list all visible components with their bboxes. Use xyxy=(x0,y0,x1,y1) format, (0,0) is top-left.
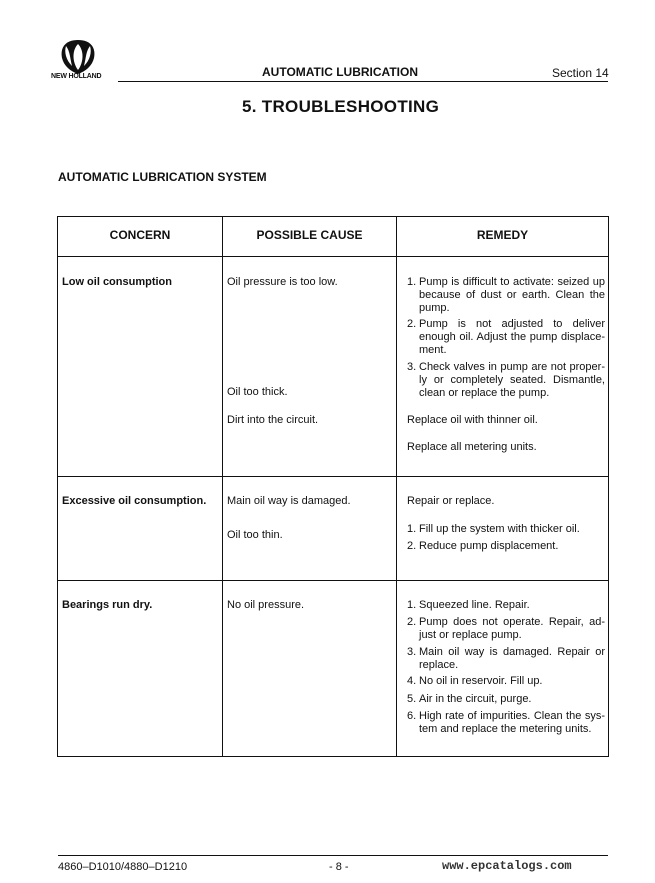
cause-text: Main oil way is damaged. xyxy=(227,495,351,507)
sub-heading: AUTOMATIC LUBRICATION SYSTEM xyxy=(58,170,267,184)
model-number: 4860–D1010/4880–D1210 xyxy=(58,861,188,873)
header-rule xyxy=(118,81,608,82)
table-row-rule xyxy=(57,476,609,477)
section-label: Section 14 xyxy=(552,66,609,80)
cause-text: Oil too thick. xyxy=(227,386,288,398)
remedy-number: 1. xyxy=(407,276,417,288)
concern-cell: Low oil consumption xyxy=(62,276,172,288)
remedy-text: Squeezed line. Repair. xyxy=(419,599,530,611)
footer-rule xyxy=(58,855,608,856)
remedy-number: 5. xyxy=(407,693,417,705)
cause-text: No oil pressure. xyxy=(227,599,305,611)
remedy-text: Fill up the system with thicker oil. xyxy=(419,523,580,535)
remedy-number: 3. xyxy=(407,646,417,658)
brand-name: NEW HOLLAND xyxy=(51,73,102,80)
remedy-note: Repair or replace. xyxy=(407,495,495,507)
table-header-rule xyxy=(57,256,609,257)
remedy-number: 6. xyxy=(407,710,417,722)
table-border-left xyxy=(57,216,58,757)
page-title: 5. TROUBLESHOOTING xyxy=(242,97,440,116)
remedy-number: 2. xyxy=(407,616,417,628)
watermark-url: www.epcatalogs.com xyxy=(442,859,572,873)
remedy-text: Pump is difficult to activate: seized up because of dust or earth. Clean the pump. xyxy=(419,276,605,314)
remedy-text: Check valves in pump are not proper-ly or completely seated. Dismantle, clean or replace the pump. xyxy=(419,361,605,399)
table-border-top xyxy=(57,216,609,217)
remedy-text: Air in the circuit, purge. xyxy=(419,693,532,705)
remedy-text: High rate of impurities. Clean the sys-tem and replace the metering units. xyxy=(419,710,605,735)
table-border-bottom xyxy=(57,756,609,757)
remedy-number: 2. xyxy=(407,540,417,552)
remedy-note: Replace oil with thinner oil. xyxy=(407,414,538,426)
remedy-text: Main oil way is damaged. Repair or replace. xyxy=(419,646,605,671)
cause-text: Oil too thin. xyxy=(227,529,283,541)
remedy-note: Replace all metering units. xyxy=(407,441,537,453)
cause-text: Oil pressure is too low. xyxy=(227,276,338,288)
remedy-number: 2. xyxy=(407,318,417,330)
remedy-text: No oil in reservoir. Fill up. xyxy=(419,675,543,687)
concern-cell: Excessive oil consumption. xyxy=(62,495,207,507)
remedy-number: 1. xyxy=(407,523,417,535)
remedy-number: 4. xyxy=(407,675,417,687)
concern-cell: Bearings run dry. xyxy=(62,599,153,611)
header-title: AUTOMATIC LUBRICATION xyxy=(262,65,418,79)
remedy-text: Pump is not adjusted to deliver enough oil. Adjust the pump displace-ment. xyxy=(419,318,605,356)
table-row-rule xyxy=(57,580,609,581)
remedy-text: Pump does not operate. Repair, ad-just or replace pump. xyxy=(419,616,605,641)
table-col-divider xyxy=(222,216,223,757)
column-header-remedy: REMEDY xyxy=(476,228,529,242)
remedy-text: Reduce pump displacement. xyxy=(419,540,559,552)
page-number: - 8 - xyxy=(329,861,349,873)
column-header-concern: CONCERN xyxy=(109,228,171,242)
column-header-cause: POSSIBLE CAUSE xyxy=(256,228,363,242)
cause-text: Dirt into the circuit. xyxy=(227,414,319,426)
remedy-number: 1. xyxy=(407,599,417,611)
remedy-number: 3. xyxy=(407,361,417,373)
table-col-divider xyxy=(396,216,397,757)
table-border-right xyxy=(608,216,609,757)
